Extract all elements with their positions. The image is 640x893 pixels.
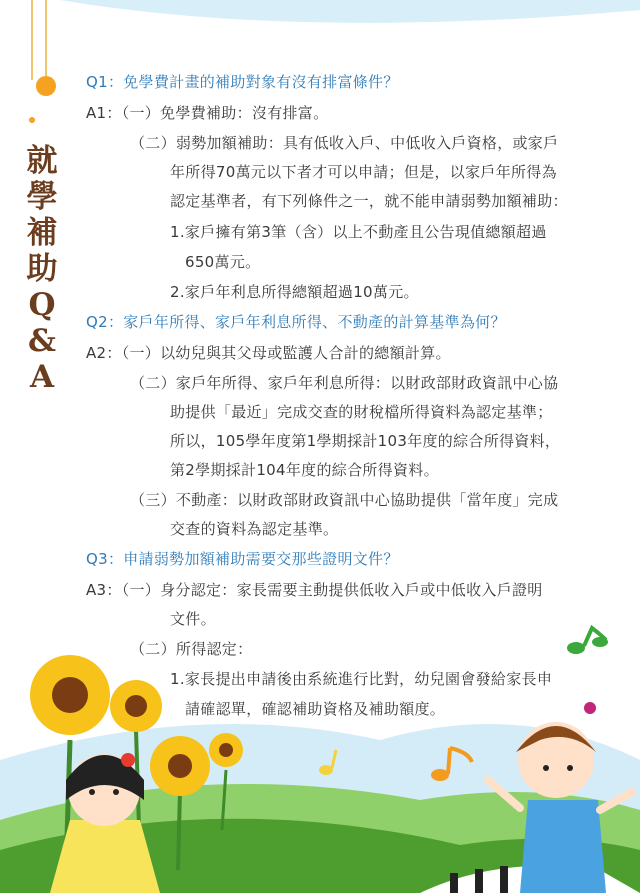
sunflower-small-2 — [209, 733, 243, 830]
answer-2-line-5: 第2學期採計104年度的綜合所得資料。 — [170, 461, 439, 479]
piano-keys — [420, 865, 640, 893]
music-note-orange — [431, 748, 472, 781]
question-2: Q2：家戶年所得、家戶年利息所得、不動產的計算基準為何？ — [86, 313, 506, 331]
answer-1-line-3: 年所得70萬元以下者才可以申請；但是，以家戶年所得為 — [170, 163, 557, 181]
sky-arc — [60, 0, 640, 23]
question-1: Q1：免學費計畫的補助對象有沒有排富條件？ — [86, 73, 399, 91]
answer-2-line-1: A2：（一）以幼兒與其父母或監護人合計的總額計算。 — [86, 344, 451, 362]
title-char-6: & — [28, 323, 56, 359]
answer-3-line-3: （二）所得認定： — [130, 640, 253, 658]
answer-3-line-5: 請確認單，確認補助資格及補助額度。 — [185, 700, 446, 718]
front-hill — [0, 819, 640, 893]
vertical-title — [22, 143, 62, 395]
small-flower — [584, 702, 596, 714]
answer-3-line-4: 1.家長提出申請後由系統進行比對，幼兒園會發給家長申 — [170, 670, 553, 688]
answer-2-line-4: 所以，105學年度第1學期採計103年度的綜合所得資料， — [170, 432, 561, 450]
boy-character — [488, 722, 632, 893]
girl-character — [50, 753, 160, 893]
answer-1-line-5: 1.家戶擁有第3筆（含）以上不動產且公告現值總額超過 — [170, 223, 547, 241]
sunflower-large — [30, 655, 110, 870]
back-hill — [0, 784, 640, 893]
ornament-dot — [29, 117, 35, 123]
answer-2-line-6: （三）不動產：以財政部財政資訊中心協助提供「當年度」完成 — [130, 491, 559, 509]
music-note-green — [567, 628, 608, 654]
title-char-5: Q — [28, 287, 56, 323]
music-note-yellow — [319, 750, 336, 775]
title-char-4: 助 — [26, 251, 58, 287]
question-3: Q3：申請弱勢加額補助需要交那些證明文件？ — [86, 550, 399, 568]
answer-3-line-1: A3：（一）身分認定：家長需要主動提供低收入戶或中低收入戶證明 — [86, 581, 543, 599]
title-char-1: 就 — [26, 143, 58, 179]
answer-2-line-7: 交查的資料為認定基準。 — [170, 520, 339, 538]
answer-3-line-2: 文件。 — [170, 610, 216, 628]
title-char-7: A — [29, 359, 55, 395]
answer-1-line-1: A1：（一）免學費補助：沒有排富。 — [86, 104, 329, 122]
answer-1-line-2: （二）弱勢加額補助：具有低收入戶、中低收入戶資格，或家戶 — [130, 134, 559, 152]
sunflower-medium — [110, 680, 162, 860]
sky-background — [0, 724, 640, 893]
sunflower-small-1 — [150, 736, 210, 870]
ornament-ball — [36, 76, 56, 96]
title-char-3: 補 — [26, 215, 58, 251]
answer-1-line-7: 2.家戶年利息所得總額超過10萬元。 — [170, 283, 419, 301]
title-char-2: 學 — [26, 179, 58, 215]
answer-1-line-4: 認定基準者，有下列條件之一，就不能申請弱勢加額補助： — [170, 192, 568, 210]
answer-2-line-2: （二）家戶年所得、家戶年利息所得：以財政部財政資訊中心協 — [130, 374, 559, 392]
answer-1-line-6: 650萬元。 — [185, 253, 261, 271]
answer-2-line-3: 助提供「最近」完成交查的財稅檔所得資料為認定基準； — [170, 403, 553, 421]
